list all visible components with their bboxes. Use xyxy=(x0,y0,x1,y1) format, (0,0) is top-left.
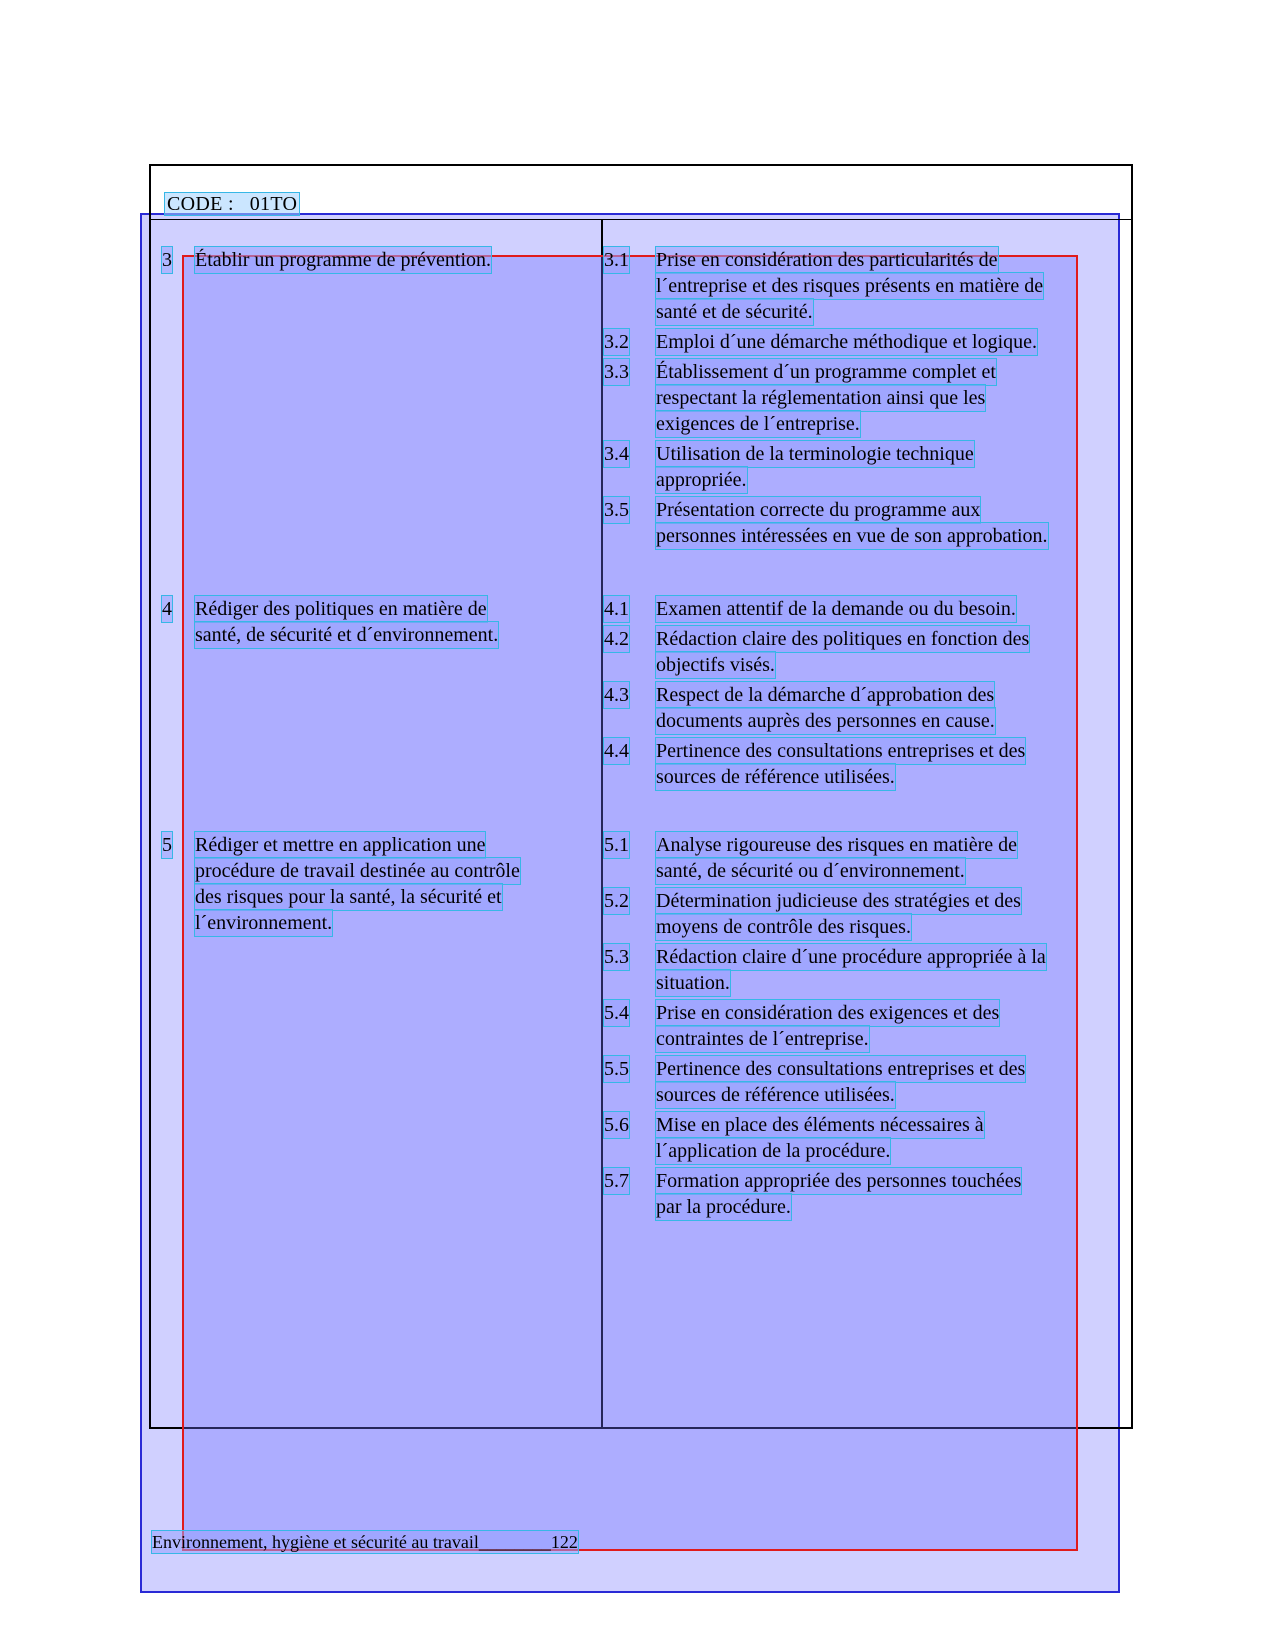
left-item-line: procédure de travail destinée au contrôle xyxy=(195,860,520,882)
page-footer: Environnement, hygiène et sécurité au travail________122 xyxy=(152,1532,578,1552)
criterion-number: 4.2 xyxy=(604,628,629,650)
left-item-line: des risques pour la santé, la sécurité et xyxy=(195,886,502,908)
criterion-line: Formation appropriée des personnes touchées xyxy=(656,1170,1022,1192)
criterion-line: sources de référence utilisées. xyxy=(656,1084,895,1106)
code-label xyxy=(165,193,299,215)
criterion-number: 5.7 xyxy=(604,1170,629,1192)
left-item-line: Rédiger et mettre en application une xyxy=(195,834,486,856)
criterion-line: Respect de la démarche d´approbation des xyxy=(656,684,995,706)
criterion-line: moyens de contrôle des risques. xyxy=(656,916,911,938)
criterion-line: exigences de l´entreprise. xyxy=(656,413,860,435)
criterion-number: 4.4 xyxy=(604,740,629,762)
criterion-line: par la procédure. xyxy=(656,1196,791,1218)
criterion-line: Prise en considération des particularités de xyxy=(656,249,998,271)
criterion-line: santé, de sécurité ou d´environnement. xyxy=(656,860,965,882)
criterion-line: documents auprès des personnes en cause. xyxy=(656,710,995,732)
criterion-number: 5.4 xyxy=(604,1002,629,1024)
left-item-line: santé, de sécurité et d´environnement. xyxy=(195,624,499,646)
left-item-number: 4 xyxy=(162,598,172,620)
criterion-line: Établissement d´un programme complet et xyxy=(656,361,996,383)
criterion-line: contraintes de l´entreprise. xyxy=(656,1028,869,1050)
criterion-number: 3.5 xyxy=(604,499,629,521)
criterion-line: l´entreprise et des risques présents en matière de xyxy=(656,275,1044,297)
criterion-number: 5.5 xyxy=(604,1058,629,1080)
criterion-line: santé et de sécurité. xyxy=(656,301,813,323)
criterion-line: Analyse rigoureuse des risques en matière de xyxy=(656,834,1017,856)
criterion-line: objectifs visés. xyxy=(656,654,775,676)
footer-title: Environnement, hygiène et sécurité au travail xyxy=(152,1532,479,1552)
criterion-line: Pertinence des consultations entreprises et des xyxy=(656,740,1026,762)
criterion-line: Utilisation de la terminologie technique xyxy=(656,443,974,465)
criterion-line: Emploi d´une démarche méthodique et logique. xyxy=(656,331,1037,353)
criterion-line: Examen attentif de la demande ou du besoin. xyxy=(656,598,1016,620)
criterion-number: 3.1 xyxy=(604,249,629,271)
criterion-line: Présentation correcte du programme aux xyxy=(656,499,981,521)
criterion-number: 3.3 xyxy=(604,361,629,383)
criterion-number: 5.1 xyxy=(604,834,629,856)
left-item-line: Établir un programme de prévention. xyxy=(195,249,492,271)
criterion-number: 5.3 xyxy=(604,946,629,968)
left-item-line: Rédiger des politiques en matière de xyxy=(195,598,487,620)
criterion-number: 3.4 xyxy=(604,443,629,465)
criterion-line: Mise en place des éléments nécessaires à xyxy=(656,1114,984,1136)
left-item-line: l´environnement. xyxy=(195,912,333,934)
criterion-line: Rédaction claire des politiques en fonction des xyxy=(656,628,1030,650)
code-value: 01TO xyxy=(249,193,298,215)
page-number: 122 xyxy=(550,1532,578,1552)
criterion-number: 5.6 xyxy=(604,1114,629,1136)
criterion-line: respectant la réglementation ainsi que les xyxy=(656,387,986,409)
left-item-number: 3 xyxy=(162,249,172,271)
code-label-text: CODE : xyxy=(167,193,234,215)
criterion-line: appropriée. xyxy=(656,469,747,491)
criterion-line: Prise en considération des exigences et des xyxy=(656,1002,1000,1024)
criterion-number: 3.2 xyxy=(604,331,629,353)
criterion-line: sources de référence utilisées. xyxy=(656,766,895,788)
criterion-line: Rédaction claire d´une procédure appropriée à la xyxy=(656,946,1046,968)
criterion-line: Détermination judicieuse des stratégies et des xyxy=(656,890,1021,912)
criterion-line: l´application de la procédure. xyxy=(656,1140,891,1162)
left-item-number: 5 xyxy=(162,834,172,856)
criterion-number: 5.2 xyxy=(604,890,629,912)
header-divider xyxy=(151,219,1131,220)
criterion-number: 4.1 xyxy=(604,598,629,620)
criterion-line: Pertinence des consultations entreprises et des xyxy=(656,1058,1026,1080)
criterion-number: 4.3 xyxy=(604,684,629,706)
criterion-line: personnes intéressées en vue de son approbation. xyxy=(656,525,1048,547)
criterion-line: situation. xyxy=(656,972,730,994)
